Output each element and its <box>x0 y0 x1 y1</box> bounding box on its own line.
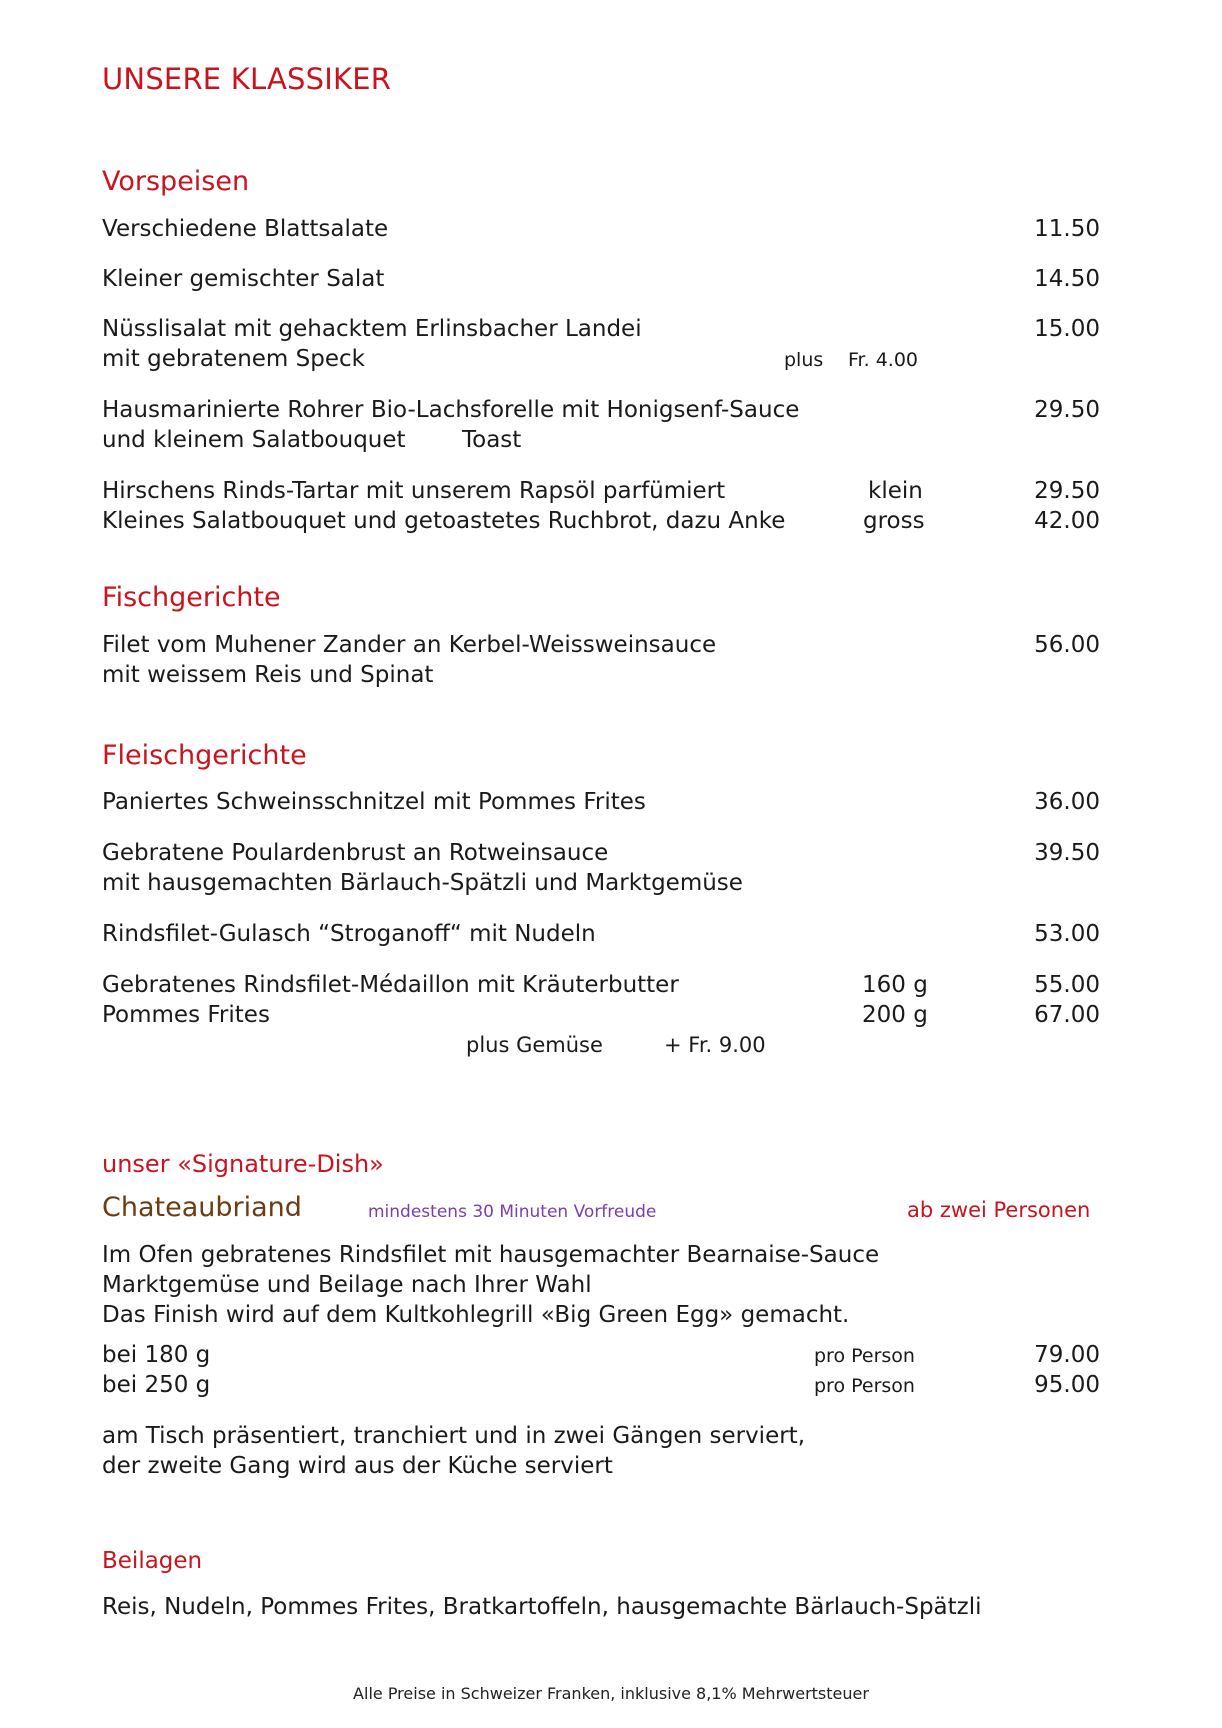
extra-label: plus Gemüse <box>466 1033 603 1057</box>
section-heading-vorspeisen: Vorspeisen <box>102 166 250 197</box>
option-weight: bei 250 g <box>102 1372 211 1398</box>
option-price: 95.00 <box>1034 1372 1100 1398</box>
item-description: mit hausgemachten Bärlauch-Spätzli und Marktgemüse <box>102 870 743 896</box>
dish-description: Das Finish wird auf dem Kultkohlegrill «Big Green Egg» gemacht. <box>102 1302 850 1328</box>
item-name: Rindsfilet-Gulasch “Stroganoff“ mit Nudeln <box>102 921 596 947</box>
page-title: UNSERE KLASSIKER <box>102 62 392 96</box>
dish-description: Marktgemüse und Beilage nach Ihrer Wahl <box>102 1272 592 1298</box>
item-name: Verschiedene Blattsalate <box>102 216 389 242</box>
item-description: und kleinem Salatbouquet <box>102 427 406 453</box>
size-label: klein <box>868 478 923 504</box>
beilagen-text: Reis, Nudeln, Pommes Frites, Bratkartoffeln, hausgemachte Bärlauch-Spätzli <box>102 1594 982 1620</box>
section-heading-fisch: Fischgerichte <box>102 582 281 613</box>
extra-price: Fr. 4.00 <box>848 349 918 371</box>
extra-label: plus <box>784 349 824 371</box>
dish-description: Im Ofen gebratenes Rindsfilet mit hausgemachter Bearnaise-Sauce <box>102 1242 880 1268</box>
item-description: mit weissem Reis und Spinat <box>102 662 434 688</box>
item-price: 53.00 <box>1034 921 1100 947</box>
item-name: Hirschens Rinds-Tartar mit unserem Rapsöl parfümiert <box>102 478 726 504</box>
size-label: 200 g <box>862 1002 928 1028</box>
section-heading-beilagen: Beilagen <box>102 1548 203 1574</box>
item-name: Paniertes Schweinsschnitzel mit Pommes Frites <box>102 789 646 815</box>
item-name: Nüsslisalat mit gehacktem Erlinsbacher Landei <box>102 316 642 342</box>
section-heading-fleisch: Fleischgerichte <box>102 740 307 771</box>
service-note: der zweite Gang wird aus der Küche serviert <box>102 1453 613 1479</box>
section-heading-signature: unser «Signature-Dish» <box>102 1150 384 1178</box>
item-price: 29.50 <box>1034 478 1100 504</box>
dish-name: Chateaubriand <box>102 1192 302 1223</box>
item-name: Kleiner gemischter Salat <box>102 266 385 292</box>
item-name: Hausmarinierte Rohrer Bio-Lachsforelle mit Honigsenf-Sauce <box>102 397 800 423</box>
item-name: Filet vom Muhener Zander an Kerbel-Weissweinsauce <box>102 632 717 658</box>
option-price: 79.00 <box>1034 1342 1100 1368</box>
item-price: 56.00 <box>1034 632 1100 658</box>
item-price: 29.50 <box>1034 397 1100 423</box>
service-note: am Tisch präsentiert, tranchiert und in zwei Gängen serviert, <box>102 1423 806 1449</box>
option-weight: bei 180 g <box>102 1342 211 1368</box>
dish-note: mindestens 30 Minuten Vorfreude <box>368 1202 657 1222</box>
extra-price: + Fr. 9.00 <box>664 1033 766 1057</box>
item-price: 42.00 <box>1034 508 1100 534</box>
item-price: 67.00 <box>1034 1002 1100 1028</box>
option-unit: pro Person <box>814 1345 915 1367</box>
item-price: 14.50 <box>1034 266 1100 292</box>
item-description: mit gebratenem Speck <box>102 346 365 372</box>
item-price: 55.00 <box>1034 972 1100 998</box>
size-label: gross <box>863 508 925 534</box>
footer-note: Alle Preise in Schweizer Franken, inklusive 8,1% Mehrwertsteuer <box>353 1684 869 1703</box>
item-price: 15.00 <box>1034 316 1100 342</box>
item-price: 36.00 <box>1034 789 1100 815</box>
item-description-extra: Toast <box>462 427 522 453</box>
item-price: 11.50 <box>1034 216 1100 242</box>
item-description: Kleines Salatbouquet und getoastetes Ruchbrot, dazu Anke <box>102 508 786 534</box>
item-price: 39.50 <box>1034 840 1100 866</box>
option-unit: pro Person <box>814 1375 915 1397</box>
item-name: Gebratenes Rindsfilet-Médaillon mit Kräuterbutter <box>102 972 679 998</box>
size-label: 160 g <box>862 972 928 998</box>
item-name: Gebratene Poulardenbrust an Rotweinsauce <box>102 840 609 866</box>
dish-persons: ab zwei Personen <box>907 1198 1091 1222</box>
item-description: Pommes Frites <box>102 1002 270 1028</box>
